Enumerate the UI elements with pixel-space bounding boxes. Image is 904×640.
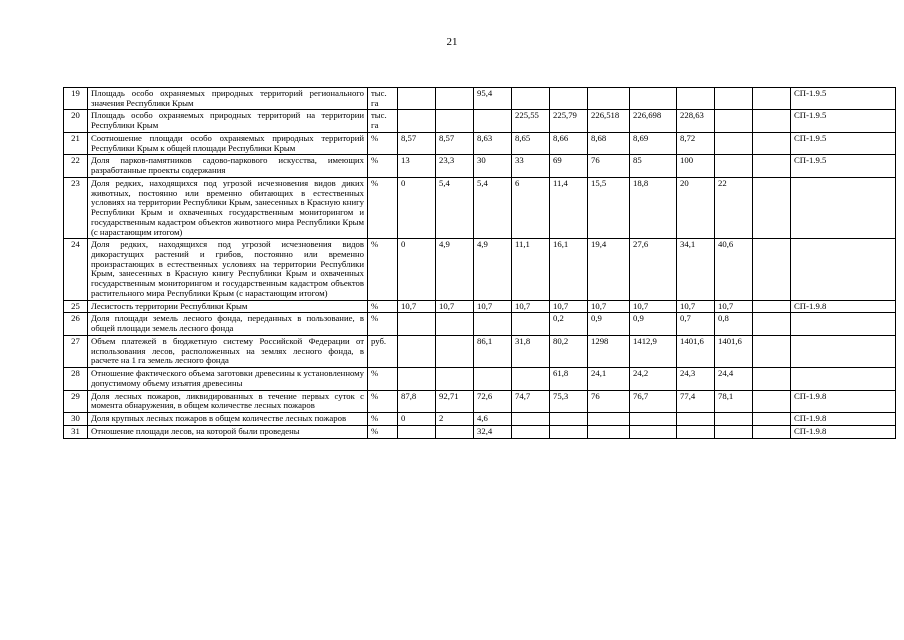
value-cell: [550, 413, 588, 426]
table-row: [64, 300, 896, 313]
value-cell: [398, 368, 436, 390]
value-cell: 10,7: [398, 300, 436, 313]
value-cell: 1401,6: [677, 335, 715, 367]
value-cell: [512, 368, 550, 390]
value-cell: [398, 110, 436, 132]
unit-cell: %: [368, 177, 398, 238]
table-row: [64, 335, 896, 367]
value-cell: [753, 313, 791, 335]
row-number-cell: 26: [64, 313, 88, 335]
value-cell: 10,7: [588, 300, 630, 313]
value-cell: [677, 425, 715, 438]
program-code-cell: [791, 335, 896, 367]
table-row: [64, 132, 896, 154]
indicator-name-cell: Доля редких, находящихся под угрозой исчезновения видов диких животных, постоянно или временно обитающих в естественных условиях на территории Республики Крым, занесенных в Красную книгу Республики Крым и охваченных государственным мониторингом и государственным кадастром объектов животного мира Республики Крым (с нарастающим итогом): [88, 177, 368, 238]
value-cell: [474, 368, 512, 390]
value-cell: [630, 425, 677, 438]
row-number-cell: 28: [64, 368, 88, 390]
value-cell: 100: [677, 155, 715, 177]
table-row: [64, 390, 896, 412]
page-number: 21: [446, 36, 458, 48]
value-cell: 10,7: [474, 300, 512, 313]
row-number-cell: 20: [64, 110, 88, 132]
unit-cell: руб.: [368, 335, 398, 367]
row-number-cell: 27: [64, 335, 88, 367]
program-code-cell: СП-1.9.8: [791, 425, 896, 438]
value-cell: 72,6: [474, 390, 512, 412]
value-cell: 10,7: [715, 300, 753, 313]
table-row: [64, 110, 896, 132]
value-cell: [715, 155, 753, 177]
value-cell: 0: [398, 413, 436, 426]
unit-cell: %: [368, 155, 398, 177]
program-code-cell: [791, 368, 896, 390]
value-cell: [630, 88, 677, 110]
value-cell: 8,65: [512, 132, 550, 154]
value-cell: 8,57: [436, 132, 474, 154]
value-cell: 22: [715, 177, 753, 238]
value-cell: [436, 110, 474, 132]
value-cell: 225,55: [512, 110, 550, 132]
row-number-cell: 24: [64, 239, 88, 300]
value-cell: 4,9: [436, 239, 474, 300]
value-cell: 11,4: [550, 177, 588, 238]
table-row: [64, 88, 896, 110]
value-cell: 10,7: [550, 300, 588, 313]
value-cell: [753, 177, 791, 238]
value-cell: 8,63: [474, 132, 512, 154]
value-cell: [512, 413, 550, 426]
row-number-cell: 23: [64, 177, 88, 238]
value-cell: [474, 313, 512, 335]
value-cell: 5,4: [474, 177, 512, 238]
value-cell: 0,2: [550, 313, 588, 335]
value-cell: [512, 88, 550, 110]
value-cell: 18,8: [630, 177, 677, 238]
value-cell: 24,4: [715, 368, 753, 390]
value-cell: [715, 110, 753, 132]
value-cell: [677, 88, 715, 110]
value-cell: 75,3: [550, 390, 588, 412]
row-number-cell: 22: [64, 155, 88, 177]
value-cell: 4,6: [474, 413, 512, 426]
row-number-cell: 19: [64, 88, 88, 110]
program-code-cell: [791, 239, 896, 300]
value-cell: 76: [588, 390, 630, 412]
program-code-cell: СП-1.9.8: [791, 413, 896, 426]
indicator-name-cell: Доля крупных лесных пожаров в общем количестве лесных пожаров: [88, 413, 368, 426]
indicator-name-cell: Отношение фактического объема заготовки древесины к установленному допустимому объему изъятия древесины: [88, 368, 368, 390]
value-cell: [512, 313, 550, 335]
value-cell: [715, 425, 753, 438]
value-cell: 5,4: [436, 177, 474, 238]
unit-cell: %: [368, 390, 398, 412]
value-cell: 10,7: [512, 300, 550, 313]
value-cell: 34,1: [677, 239, 715, 300]
unit-cell: %: [368, 313, 398, 335]
unit-cell: тыс. га: [368, 88, 398, 110]
value-cell: 32,4: [474, 425, 512, 438]
table-row: [64, 425, 896, 438]
indicator-name-cell: Доля парков-памятников садово-паркового искусства, имеющих разработанные проекты содержания: [88, 155, 368, 177]
value-cell: [436, 425, 474, 438]
unit-cell: %: [368, 413, 398, 426]
unit-cell: %: [368, 425, 398, 438]
value-cell: [398, 88, 436, 110]
unit-cell: тыс. га: [368, 110, 398, 132]
row-number-cell: 25: [64, 300, 88, 313]
value-cell: [753, 390, 791, 412]
value-cell: [588, 88, 630, 110]
value-cell: 6: [512, 177, 550, 238]
value-cell: 95,4: [474, 88, 512, 110]
value-cell: 0: [398, 177, 436, 238]
value-cell: 10,7: [630, 300, 677, 313]
indicators-table-body: [64, 88, 896, 439]
unit-cell: %: [368, 239, 398, 300]
value-cell: 8,57: [398, 132, 436, 154]
value-cell: [753, 335, 791, 367]
value-cell: 74,7: [512, 390, 550, 412]
value-cell: [550, 425, 588, 438]
unit-cell: %: [368, 300, 398, 313]
program-code-cell: СП-1.9.5: [791, 88, 896, 110]
value-cell: [588, 425, 630, 438]
program-code-cell: СП-1.9.8: [791, 300, 896, 313]
table-row: [64, 368, 896, 390]
row-number-cell: 30: [64, 413, 88, 426]
value-cell: [753, 132, 791, 154]
value-cell: 0,8: [715, 313, 753, 335]
value-cell: [715, 88, 753, 110]
unit-cell: %: [368, 368, 398, 390]
value-cell: 226,698: [630, 110, 677, 132]
value-cell: [436, 88, 474, 110]
value-cell: 1298: [588, 335, 630, 367]
value-cell: [753, 425, 791, 438]
indicator-name-cell: Доля редких, находящихся под угрозой исчезновения видов дикорастущих растений и грибов, постоянно или временно произрастающих в естественных условиях на территории Республики Крым, занесенных в Красную книгу Республики Крым и охваченных государственным мониторингом и государственным кадастром объектов растительного мира Республики Крым (с нарастающим итогом): [88, 239, 368, 300]
row-number-cell: 21: [64, 132, 88, 154]
value-cell: 76: [588, 155, 630, 177]
value-cell: 87,8: [398, 390, 436, 412]
value-cell: 10,7: [677, 300, 715, 313]
unit-cell: %: [368, 132, 398, 154]
row-number-cell: 31: [64, 425, 88, 438]
indicator-name-cell: Объем платежей в бюджетную систему Российской Федерации от использования лесов, расположенных на землях лесного фонда, в расчете на 1 га земель лесного фонда: [88, 335, 368, 367]
value-cell: 8,69: [630, 132, 677, 154]
program-code-cell: [791, 313, 896, 335]
indicator-name-cell: Площадь особо охраняемых природных территорий на территории Республики Крым: [88, 110, 368, 132]
value-cell: [398, 425, 436, 438]
value-cell: [715, 413, 753, 426]
program-code-cell: [791, 177, 896, 238]
program-code-cell: СП-1.9.5: [791, 155, 896, 177]
indicator-name-cell: Отношение площади лесов, на которой были проведены: [88, 425, 368, 438]
table-row: [64, 239, 896, 300]
value-cell: [753, 413, 791, 426]
value-cell: 27,6: [630, 239, 677, 300]
value-cell: [677, 413, 715, 426]
value-cell: 20: [677, 177, 715, 238]
value-cell: 13: [398, 155, 436, 177]
value-cell: 23,3: [436, 155, 474, 177]
value-cell: [474, 110, 512, 132]
table-row: [64, 313, 896, 335]
value-cell: 0,9: [630, 313, 677, 335]
value-cell: 0: [398, 239, 436, 300]
value-cell: 31,8: [512, 335, 550, 367]
value-cell: 30: [474, 155, 512, 177]
value-cell: 10,7: [436, 300, 474, 313]
value-cell: 85: [630, 155, 677, 177]
program-code-cell: СП-1.9.5: [791, 132, 896, 154]
value-cell: 24,1: [588, 368, 630, 390]
table-row: [64, 177, 896, 238]
row-number-cell: 29: [64, 390, 88, 412]
table-row: [64, 155, 896, 177]
value-cell: 92,71: [436, 390, 474, 412]
indicator-name-cell: Площадь особо охраняемых природных территорий регионального значения Республики Крым: [88, 88, 368, 110]
indicator-name-cell: Доля лесных пожаров, ликвидированных в течение первых суток с момента обнаружения, в общем количестве лесных пожаров: [88, 390, 368, 412]
value-cell: 1401,6: [715, 335, 753, 367]
value-cell: 2: [436, 413, 474, 426]
value-cell: 24,2: [630, 368, 677, 390]
value-cell: 61,8: [550, 368, 588, 390]
value-cell: 8,66: [550, 132, 588, 154]
value-cell: [550, 88, 588, 110]
value-cell: [753, 155, 791, 177]
program-code-cell: СП-1.9.5: [791, 110, 896, 132]
value-cell: [753, 239, 791, 300]
value-cell: 16,1: [550, 239, 588, 300]
value-cell: [715, 132, 753, 154]
value-cell: [753, 368, 791, 390]
value-cell: 78,1: [715, 390, 753, 412]
value-cell: 0,9: [588, 313, 630, 335]
table-row: [64, 413, 896, 426]
value-cell: 226,518: [588, 110, 630, 132]
indicator-name-cell: Лесистость территории Республики Крым: [88, 300, 368, 313]
value-cell: [436, 313, 474, 335]
value-cell: [753, 110, 791, 132]
value-cell: 77,4: [677, 390, 715, 412]
value-cell: 4,9: [474, 239, 512, 300]
value-cell: [436, 335, 474, 367]
value-cell: [753, 88, 791, 110]
value-cell: [588, 413, 630, 426]
indicators-table: [63, 87, 896, 439]
value-cell: 69: [550, 155, 588, 177]
value-cell: 24,3: [677, 368, 715, 390]
value-cell: 11,1: [512, 239, 550, 300]
value-cell: 33: [512, 155, 550, 177]
program-code-cell: СП-1.9.8: [791, 390, 896, 412]
value-cell: 76,7: [630, 390, 677, 412]
value-cell: 86,1: [474, 335, 512, 367]
value-cell: 1412,9: [630, 335, 677, 367]
value-cell: [436, 368, 474, 390]
value-cell: [398, 335, 436, 367]
value-cell: 228,63: [677, 110, 715, 132]
value-cell: [512, 425, 550, 438]
value-cell: [630, 413, 677, 426]
value-cell: [398, 313, 436, 335]
value-cell: 8,72: [677, 132, 715, 154]
indicator-name-cell: Доля площади земель лесного фонда, переданных в пользование, в общей площади земель лесного фонда: [88, 313, 368, 335]
value-cell: [753, 300, 791, 313]
value-cell: 15,5: [588, 177, 630, 238]
value-cell: 0,7: [677, 313, 715, 335]
value-cell: 225,79: [550, 110, 588, 132]
value-cell: 80,2: [550, 335, 588, 367]
value-cell: 19,4: [588, 239, 630, 300]
value-cell: 40,6: [715, 239, 753, 300]
indicator-name-cell: Соотношение площади особо охраняемых природных территорий Республики Крым к общей площади Республики Крым: [88, 132, 368, 154]
value-cell: 8,68: [588, 132, 630, 154]
